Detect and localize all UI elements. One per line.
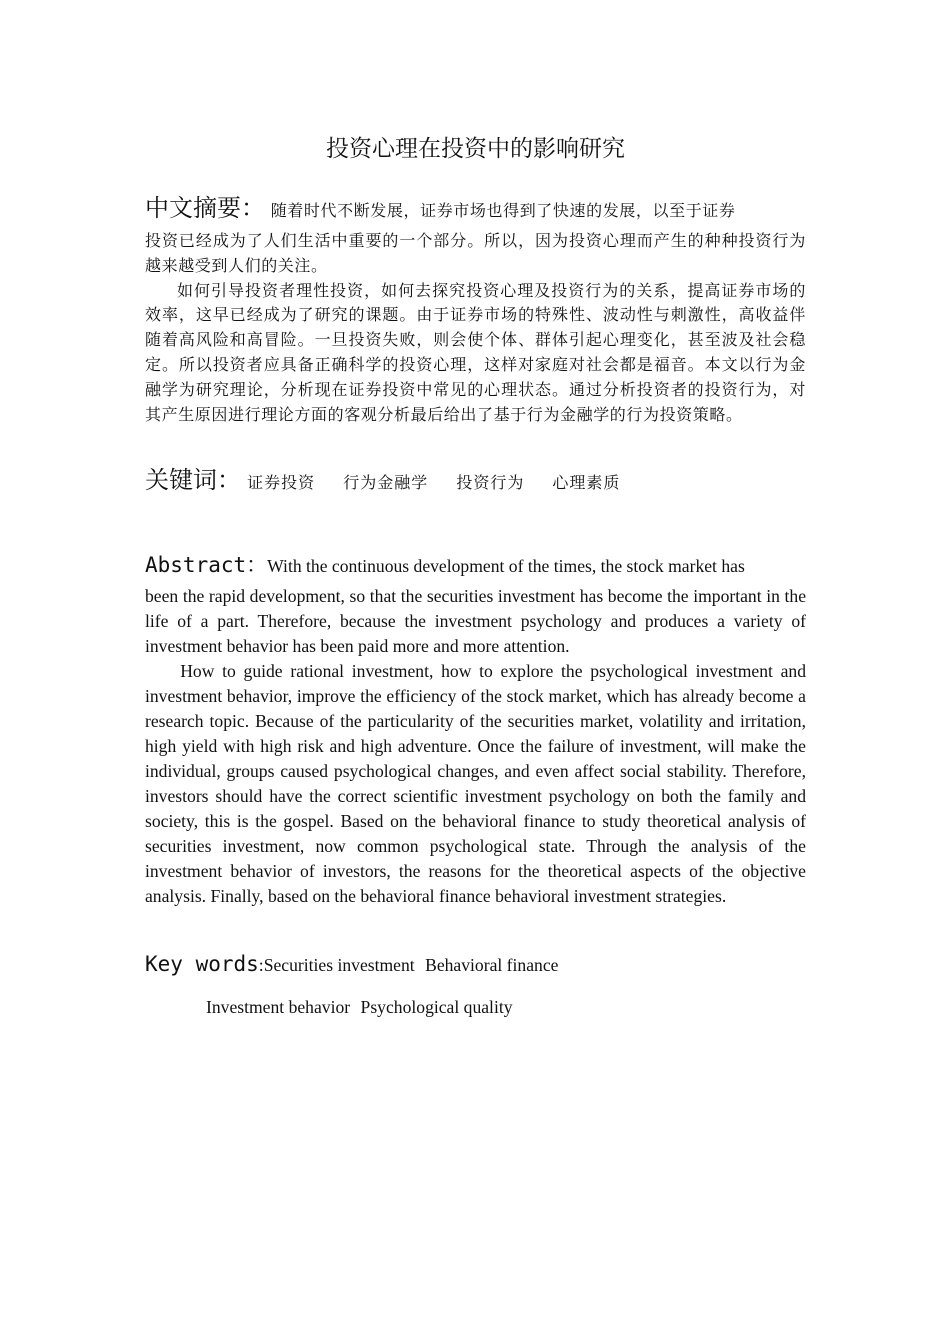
chinese-keyword: 投资行为 — [456, 473, 525, 492]
english-abstract-first-line — [145, 549, 806, 584]
chinese-abstract-para2: 如何引导投资者理性投资，如何去探究投资心理及投资行为的关系，提高证券市场的效率，这早已经成为了研究的课题。由于证券市场的特殊性、波动性与刺激性，高收益伴随着高风险和高冒险。一旦投资失败，则会使个体、群体引起心理变化，甚至波及社会稳定。所以投资者应具备正确科学的投资心理，这样对家庭对社会都是福音。本文以行为金融学为研究理论，分析现在证券投资中常见的心理状态。通过分析投资者的投资行为，对其产生原因进行理论方面的客观分析最后给出了基于行为金融学的行为投资策略。 — [145, 280, 806, 424]
chinese-keyword: 心理素质 — [552, 473, 621, 492]
chinese-abstract-para1-first: 随着时代不断发展，证券市场也得到了快速的发展，以至于证券 — [270, 201, 736, 220]
chinese-keyword: 证券投资 — [247, 473, 316, 492]
chinese-abstract-label-sep: ： — [241, 194, 265, 222]
english-keywords-label: Key words — [145, 952, 259, 976]
english-keyword: Investment behavior — [206, 997, 351, 1017]
english-abstract — [145, 549, 806, 909]
english-keywords — [145, 950, 806, 1022]
english-keyword: Behavioral finance — [425, 955, 559, 975]
english-abstract-label-sep: ： — [246, 553, 268, 577]
chinese-keyword: 行为金融学 — [343, 473, 429, 492]
chinese-keywords — [145, 466, 806, 497]
english-keyword: Psychological quality — [360, 997, 513, 1017]
english-abstract-para2: How to guide rational investment, how to explore the psychological investment and investment behavior, improve the efficiency of the stock market, which has already become a research topic. Because of the particularity of the securities market, volatility and irritation, high yield with high risk and high adventure. Once the failure of investment, will make the individual, groups caused psychological changes, and even affect social stability. Therefore, investors should have the correct scientific investment psychology on both the family and society, this is the gospel. Based on the behavioral finance to study theoretical analysis of securities investment, now common psychological state. Through the analysis of the investment behavior of investors, the reasons for the theoretical aspects of the objective analysis. Finally, based on the behavioral finance behavioral investment strategies. — [145, 661, 806, 906]
english-keywords-line1 — [145, 950, 806, 980]
english-keywords-line2 — [145, 992, 806, 1022]
chinese-keywords-label-sep: ： — [217, 466, 241, 494]
chinese-abstract-para1-rest: 投资已经成为了人们生活中重要的一个部分。所以，因为投资心理而产生的种种投资行为越来越受到人们的关注。 — [145, 231, 806, 275]
english-abstract-para1-first: With the continuous development of the times, the stock market has — [267, 556, 745, 576]
chinese-abstract-label: 中文摘要 — [145, 194, 241, 222]
chinese-abstract — [145, 193, 806, 427]
english-keywords-label-sep: : — [258, 955, 264, 975]
chinese-keywords-label: 关键词 — [145, 466, 217, 494]
english-abstract-label: Abstract — [145, 553, 247, 577]
chinese-abstract-first-line — [145, 193, 806, 229]
page-title: 投资心理在投资中的影响研究 — [326, 136, 625, 162]
english-abstract-para1-rest: been the rapid development, so that the securities investment has become the important in the life of a part. Therefore, because the investment psychology and produces a variety of investment behavior has been paid more and more attention. — [145, 586, 806, 656]
english-keyword: Securities investment — [263, 955, 415, 975]
